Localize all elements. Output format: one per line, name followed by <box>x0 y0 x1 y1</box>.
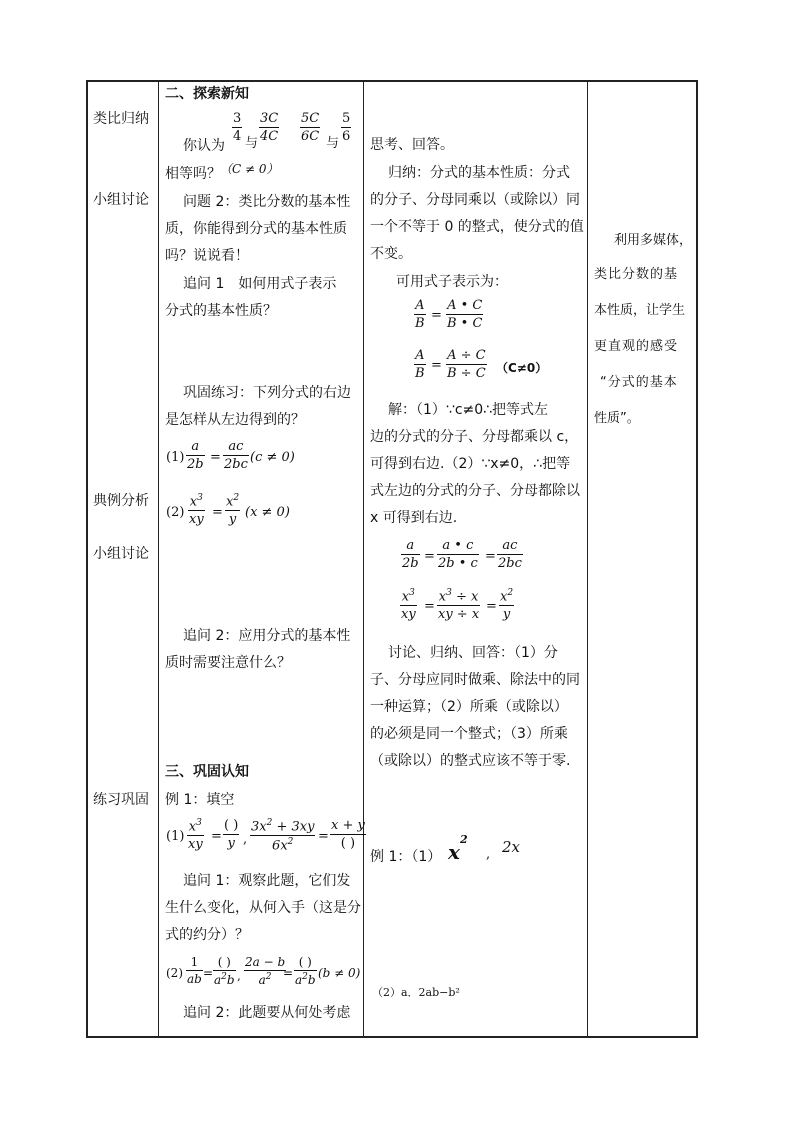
text-you-think: 你认为 <box>183 138 225 154</box>
word-and-1: 与 <box>245 136 259 151</box>
note-line5: “分式的基本 <box>600 375 678 390</box>
followup-a-line3: 式的约分）？ <box>165 927 249 943</box>
followup-a-line1: 追问 1：观察此题，它们发 <box>183 873 351 889</box>
practice-line2: 是怎样从左边得到的？ <box>165 412 305 428</box>
solution-line1: 解：（1）∵c≠0∴把等式左 <box>388 402 549 418</box>
condition-c-not-zero: （C ≠ 0） <box>220 162 279 176</box>
question2-line2: 质，你能得到分式的基本性质 <box>165 221 347 237</box>
column-divider-1 <box>158 80 159 1038</box>
label-group-discussion-1: 小组讨论 <box>93 192 149 208</box>
followup1-line2: 分式的基本性质？ <box>165 303 277 319</box>
answer1-a: $x^2$ <box>448 833 468 864</box>
summary-line4: 不变。 <box>370 246 412 262</box>
discussion-line3: 一种运算；（2）所乘（或除以） <box>370 699 568 715</box>
followup2-line2: 质时需要注意什么？ <box>165 655 291 671</box>
note-line1: 利用多媒体， <box>614 233 693 248</box>
answer1-b: 2x <box>502 838 521 856</box>
discussion-line5: （或除以）的整式应该不等于零. <box>370 753 571 769</box>
solution-line4: 式左边的分式的分子、分母都除以 <box>370 483 580 499</box>
column-divider-3 <box>587 80 588 1038</box>
label-analogy: 类比归纳 <box>93 111 149 127</box>
fraction-5-6: 5 6 <box>342 111 351 144</box>
note-line6: 性质”。 <box>594 411 640 426</box>
followup1-line1: 追问 1 如何用式子表示 <box>183 276 337 292</box>
discussion-line2: 子、分母应同时做乘、除法中的同 <box>370 672 580 688</box>
text-equal-question: 相等吗？ <box>165 166 221 182</box>
summary-line3: 一个不等于 0 的整式，使分式的值 <box>370 219 584 235</box>
expression-intro: 可用式子表示为： <box>396 274 508 290</box>
summary-line2: 的分子、分母同乘以（或除以）同 <box>370 192 580 208</box>
answer1-comma: , <box>486 847 491 862</box>
fraction-3-4: 3 4 <box>233 111 242 144</box>
answer1-label: 例 1：（1） <box>370 849 442 865</box>
practice-line1: 巩固练习：下列分式的右边 <box>183 385 351 401</box>
solution-line5: x 可得到右边. <box>370 510 458 526</box>
solution-line2: 边的分式的分子、分母都乘以 c， <box>370 429 579 445</box>
solution-line3: 可得到右边.（2）∵x≠0，∴把等 <box>370 456 571 472</box>
fraction-5c-6c: 5C 6C <box>301 111 320 144</box>
fraction-3c-4c: 3C 4C <box>260 111 279 144</box>
note-line3: 本性质，让学生 <box>594 303 686 318</box>
example1-title: 例 1：填空 <box>165 792 235 808</box>
answer2: （2）a．2ab−b² <box>372 986 460 999</box>
followup-a-line2: 生什么变化，从何入手（这是分 <box>165 900 361 916</box>
word-and-2: 与 <box>326 136 340 151</box>
label-group-discussion-2: 小组讨论 <box>93 546 149 562</box>
question2-line1: 问题 2：类比分数的基本性 <box>183 194 351 210</box>
think-answer: 思考、回答。 <box>370 137 454 153</box>
section-heading-explore: 二、探索新知 <box>165 86 249 102</box>
section-heading-consolidate: 三、巩固认知 <box>165 764 249 780</box>
label-example-analysis: 典例分析 <box>93 493 149 509</box>
followup2-line1: 追问 2：应用分式的基本性 <box>183 628 351 644</box>
note-line4: 更直观的感受 <box>594 339 679 354</box>
column-divider-2 <box>363 80 364 1038</box>
document-page: 类比归纳 小组讨论 典例分析 小组讨论 练习巩固 二、探索新知 3 4 与 3C 4C 5C 6C 与 5 6 你认为 相等吗？ （C ≠ 0） 问题 2：类比分数的基本性 质，你能得到分式的基本性质 吗？说说看！ 追问 1 如何用式子表示 分式的基本性质？ 巩固练习：下列分式的右边 是怎样从左边得到的？ (1) a 2b = ac 2bc (c ≠ 0) (2) $x^3$ xy = $x^2$ y (x ≠ 0) 追问 2：应用分式的基本性 质时需要注意什么？ 三、巩固认知 例 1：填空 (1) $x^3$ xy = ( ) y , $3x^2 + 3xy$ $6x^2$ = x + y ( ) 追问 1：观察此题，它们发 生什么变化，从何入手（这是分 式的约分）？ (2) 1 ab = ( ) $a^2b$ , 2a − b $a^2$ = ( ) $a^2b$ (b ≠ 0) 追问 2：此题要从何处考虑 思考、回答。 归纳：分式的基本性质：分式 的分子、分母同乘以（或除以）同 一个不等于 0 的整式，使分式的值 不变。 可用式子表示为： A B = A • C B • C A B = A ÷ C B ÷ C （C≠0） 解：（1）∵c≠0∴把等式左 边的分式的分子、分母都乘以 c， 可得到右边.（2）∵x≠0，∴把等 式左边的分式的分子、分母都除以 x 可得到右边. a 2b = a • c 2b • c = ac 2bc $x^3$ xy = $x^3 \div x$ xy ÷ x = $x^2$ y 讨论、归纳、回答：（1）分 子、分母应同时做乘、除法中的同 一种运算；（2）所乘（或除以） 的必须是同一个整式；（3）所乘 （或除以）的整式应该不等于零. 例 1：（1） $x^2$ , 2x （2）a．2ab−b² 利用多媒体， 类比分数的基 本性质，让学生 更直观的感受 “分式的基本 性质”。 <box>0 0 794 1123</box>
question2-line3: 吗？说说看！ <box>165 248 249 264</box>
followup-b-line1: 追问 2：此题要从何处考虑 <box>183 1005 351 1021</box>
label-practice: 练习巩固 <box>93 792 149 808</box>
discussion-line1: 讨论、归纳、回答：（1）分 <box>388 645 558 661</box>
summary-line1: 归纳：分式的基本性质：分式 <box>388 165 570 181</box>
note-line2: 类比分数的基 <box>594 267 679 282</box>
discussion-line4: 的必须是同一个整式；（3）所乘 <box>370 726 568 742</box>
